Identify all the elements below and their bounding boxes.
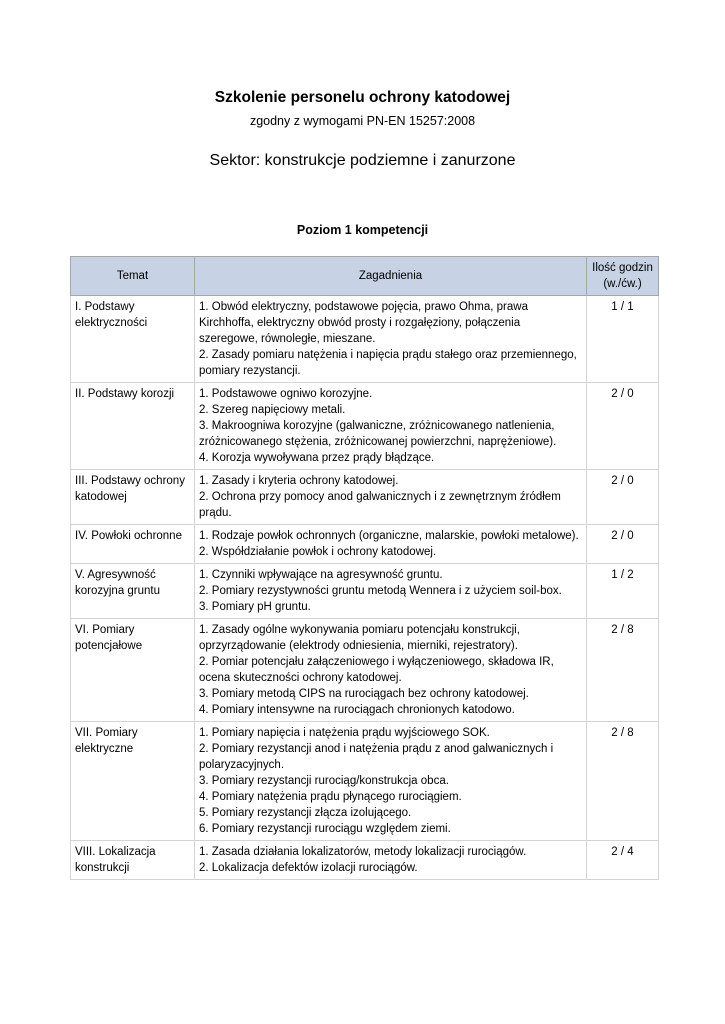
issue-item: 2. Szereg napięciowy metali. [199, 404, 346, 416]
issue-item: 6. Pomiary rezystancji rurociągu względem ziemi. [199, 823, 451, 835]
issue-item: 2. Pomiary rezystancji anod i natężenia prądu z anod galwanicznych i polaryzacyjnych. [199, 743, 554, 771]
issues-cell [195, 296, 587, 383]
hours-cell: 2 / 0 [587, 525, 659, 564]
header-hours: Ilość godzin (w./ćw.) [587, 257, 659, 296]
issue-item: 2. Ochrona przy pomocy anod galwanicznych i z zewnętrznym źródłem prądu. [199, 491, 561, 519]
hours-cell: 2 / 8 [587, 722, 659, 841]
sector-heading: Sektor: konstrukcje podziemne i zanurzone [209, 152, 516, 169]
issue-item: 2. Lokalizacja defektów izolacji rurociągów. [199, 862, 418, 874]
issue-item: 1. Rodzaje powłok ochronnych (organiczne, malarskie, powłoki metalowe). [199, 530, 579, 542]
table-header-row [71, 257, 659, 296]
topic-cell: VIII. Lokalizacja konstrukcji [71, 841, 195, 880]
table-row [71, 619, 659, 722]
issue-item: 1. Zasada działania lokalizatorów, metody lokalizacji rurociągów. [199, 846, 527, 858]
table-row [71, 841, 659, 880]
issue-item: 1. Podstawowe ogniwo korozyjne. [199, 388, 373, 400]
issue-item: 1. Zasady i kryteria ochrony katodowej. [199, 475, 399, 487]
issues-cell [195, 841, 587, 880]
issue-item: 1. Pomiary napięcia i natężenia prądu wyjściowego SOK. [199, 727, 490, 739]
issue-item: 3. Pomiary rezystancji rurociąg/konstrukcja obca. [199, 775, 449, 787]
issues-cell [195, 564, 587, 619]
issue-item: 4. Korozja wywoływana przez prądy błądzące. [199, 452, 435, 464]
document-subtitle: zgodny z wymogami PN-EN 15257:2008 [249, 114, 476, 128]
issue-item: 5. Pomiary rezystancji złącza izolującego. [199, 807, 412, 819]
issue-item: 1. Czynniki wpływające na agresywność gruntu. [199, 569, 443, 581]
table-body [71, 296, 659, 880]
document-title: Szkolenie personelu ochrony katodowej [214, 89, 511, 106]
hours-cell: 2 / 0 [587, 383, 659, 470]
header-topic: Temat [71, 257, 195, 296]
issue-item: 2. Pomiar potencjału załączeniowego i wyłączeniowego, składowa IR, ocena skuteczności ochrony katodowej. [199, 656, 554, 684]
hours-cell: 1 / 1 [587, 296, 659, 383]
topic-cell: III. Podstawy ochrony katodowej [71, 470, 195, 525]
issue-item: 2. Współdziałanie powłok i ochrony katodowej. [199, 546, 437, 558]
competence-level-heading: Poziom 1 kompetencji [296, 223, 429, 237]
issue-item: 3. Makroogniwa korozyjne (galwaniczne, zróżnicowanego natlenienia, zróżnicowanego stężenia, zróżnicowanej powierzchni, naprężeniowe). [199, 420, 557, 448]
issue-item: 1. Obwód elektryczny, podstawowe pojęcia, prawo Ohma, prawa Kirchhoffa, elektryczny obwód prosty i rozgałęziony, połączenia szeregowe, równoległe, mieszane. [199, 301, 528, 345]
header-issues: Zagadnienia [195, 257, 587, 296]
issue-item: 3. Pomiary pH gruntu. [199, 601, 311, 613]
issue-item: 4. Pomiary natężenia prądu płynącego rurociągiem. [199, 791, 462, 803]
issue-item: 3. Pomiary metodą CIPS na rurociągach bez ochrony katodowej. [199, 688, 529, 700]
table-row [71, 383, 659, 470]
issue-item: 2. Zasady pomiaru natężenia i napięcia prądu stałego oraz przemiennego, pomiary rezystancji. [199, 349, 577, 377]
issue-item: 2. Pomiary rezystywności gruntu metodą Wennera i z użyciem soil-box. [199, 585, 562, 597]
topic-cell: VI. Pomiary potencjałowe [71, 619, 195, 722]
topic-cell: II. Podstawy korozji [71, 383, 195, 470]
issues-cell [195, 525, 587, 564]
issues-cell [195, 470, 587, 525]
hours-cell: 1 / 2 [587, 564, 659, 619]
table-row [71, 525, 659, 564]
table-row [71, 296, 659, 383]
hours-cell: 2 / 4 [587, 841, 659, 880]
issues-cell [195, 383, 587, 470]
issue-item: 4. Pomiary intensywne na rurociągach chronionych katodowo. [199, 704, 515, 716]
issue-item: 1. Zasady ogólne wykonywania pomiaru potencjału konstrukcji, oprzyrządowanie (elektrody odniesienia, mierniki, rejestratory). [199, 624, 520, 652]
topic-cell: VII. Pomiary elektryczne [71, 722, 195, 841]
table-row [71, 564, 659, 619]
issues-cell [195, 722, 587, 841]
topic-cell: V. Agresywność korozyjna gruntu [71, 564, 195, 619]
table-row [71, 470, 659, 525]
table-row [71, 722, 659, 841]
topic-cell: IV. Powłoki ochronne [71, 525, 195, 564]
hours-cell: 2 / 0 [587, 470, 659, 525]
topic-cell: I. Podstawy elektryczności [71, 296, 195, 383]
issues-cell [195, 619, 587, 722]
training-topics-table [70, 256, 659, 880]
hours-cell: 2 / 8 [587, 619, 659, 722]
